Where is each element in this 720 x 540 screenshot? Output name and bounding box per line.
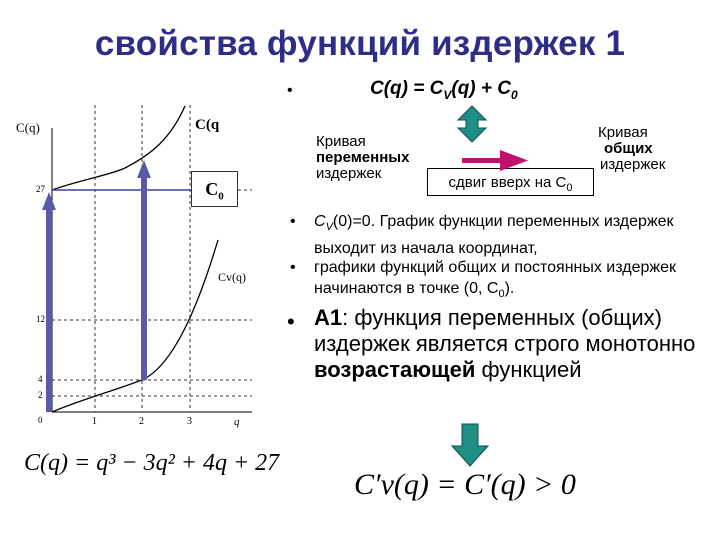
shift-arrow-right bbox=[137, 160, 151, 380]
point-1-dot: • bbox=[290, 213, 296, 230]
total-cost-curve bbox=[52, 106, 185, 190]
total-curve-label-l1: Кривая bbox=[598, 124, 648, 141]
c0-box-sub: 0 bbox=[218, 190, 224, 203]
formula-derivative: C′v(q) = C′(q) > 0 bbox=[354, 468, 576, 501]
point-2-dot: • bbox=[290, 259, 296, 276]
point-1-a: C bbox=[314, 213, 326, 230]
y-axis-label: C(q) bbox=[16, 120, 40, 135]
y-tick-2: 2 bbox=[38, 390, 43, 400]
y-tick-4: 4 bbox=[38, 374, 43, 384]
shift-up-text: сдвиг вверх на С bbox=[448, 174, 567, 191]
x-tick-1: 1 bbox=[92, 416, 97, 427]
point-1-sub: V bbox=[325, 221, 333, 234]
shift-arrow-left bbox=[42, 192, 56, 412]
y-tick-0: 0 bbox=[38, 415, 43, 425]
total-curve-label-l3: издержек bbox=[600, 156, 666, 173]
variable-cost-curve bbox=[52, 240, 218, 412]
y-tick-27: 27 bbox=[36, 184, 45, 194]
variable-curve-label-l2: переменных bbox=[316, 149, 410, 166]
x-tick-3: 3 bbox=[187, 416, 192, 427]
c0-box bbox=[191, 171, 238, 207]
a1-text2: функцией bbox=[475, 357, 582, 382]
a1-text1: : функция переменных (общих) издержек является строго монотонно bbox=[314, 305, 696, 356]
formula-cost-function: C(q) = q³ − 3q² + 4q + 27 bbox=[24, 450, 280, 476]
shift-up-sub: 0 bbox=[566, 182, 573, 194]
formula-top-sub: V bbox=[443, 87, 452, 102]
a1-lead: A1 bbox=[314, 305, 343, 330]
y-tick-12: 12 bbox=[36, 314, 45, 324]
total-curve-label-l2: общих bbox=[604, 140, 653, 157]
variable-curve-graph-label: Cv(q) bbox=[218, 270, 246, 284]
total-curve-graph-label: C(q bbox=[195, 117, 220, 133]
slide-title: свойства функций издержек 1 bbox=[94, 24, 626, 63]
point-1-b: (0)=0. График функции переменных издержек выходит из начала координат, bbox=[314, 213, 674, 258]
formula-top-part2: (q) + C bbox=[451, 78, 512, 99]
x-tick-2: 2 bbox=[139, 416, 144, 427]
a1-dot: • bbox=[287, 309, 295, 334]
x-axis-label: q bbox=[234, 416, 240, 428]
a1-bold: возрастающей bbox=[314, 357, 476, 382]
point-2-b: ). bbox=[504, 280, 515, 297]
formula-top-part1: C(q) = C bbox=[370, 78, 444, 99]
bullet-dot: • bbox=[287, 82, 293, 99]
formula-top-sub0: 0 bbox=[511, 87, 518, 102]
variable-curve-label-l1: Кривая bbox=[316, 133, 366, 150]
point-2-sub: 0 bbox=[498, 288, 505, 301]
variable-curve-label-l3: издержек bbox=[316, 165, 382, 182]
point-2-a: графики функций общих и постоянных издержек начинаются в точке (0, C bbox=[314, 259, 676, 297]
c0-box-text: C bbox=[205, 179, 219, 199]
